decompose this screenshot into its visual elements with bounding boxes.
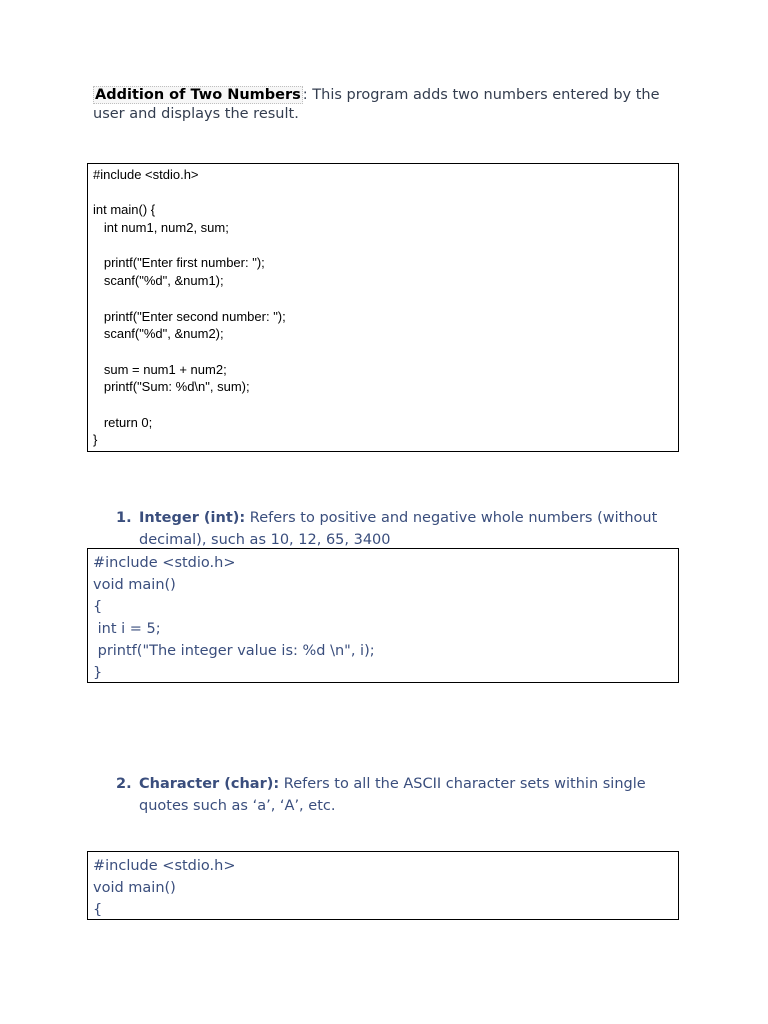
- code-line: printf("Enter first number: ");: [93, 255, 265, 271]
- code-line: printf("Enter second number: ");: [93, 308, 286, 324]
- code-line: void main(): [93, 880, 176, 896]
- code-line: scanf("%d", &num2);: [93, 326, 224, 342]
- intro-paragraph: [93, 86, 683, 124]
- code-line: sum = num1 + num2;: [93, 361, 227, 377]
- code-line: [93, 184, 678, 202]
- code-line: int i = 5;: [93, 621, 161, 637]
- code-line: #include <stdio.h>: [93, 167, 199, 182]
- code-line: int main() {: [93, 202, 156, 218]
- list-number: 2.: [116, 776, 132, 792]
- list-text: Refers to positive and negative whole numbers (without decimal), such as 10, 12, 65, 3400: [139, 510, 658, 548]
- code-block-addition: [87, 163, 679, 452]
- code-line: #include <stdio.h>: [93, 858, 236, 874]
- code-line: [93, 290, 678, 308]
- code-line: {: [93, 902, 103, 918]
- code-line: printf("The integer value is: %d \n", i);: [93, 643, 375, 659]
- code-block-integer: [87, 548, 679, 683]
- intro-title: Addition of Two Numbers: [95, 87, 301, 103]
- code-line: [93, 396, 678, 414]
- list-term: Integer (int):: [139, 510, 246, 526]
- list-item-character: [116, 773, 676, 817]
- list-item-integer: [116, 507, 676, 551]
- code-line: [93, 237, 678, 255]
- intro-text: : This program adds two numbers entered by the user and displays the result.: [93, 87, 660, 122]
- code-line: [93, 343, 678, 361]
- code-line: return 0;: [93, 414, 153, 430]
- code-line: void main(): [93, 577, 176, 593]
- code-line: printf("Sum: %d\n", sum);: [93, 379, 250, 395]
- code-line: #include <stdio.h>: [93, 555, 236, 571]
- code-block-character: [87, 851, 679, 920]
- code-line: scanf("%d", &num1);: [93, 273, 224, 289]
- code-line: }: [93, 665, 103, 681]
- list-number: 1.: [116, 510, 132, 526]
- list-text: Refers to all the ASCII character sets within single quotes such as ‘a’, ‘A’, etc.: [139, 776, 646, 814]
- list-term: Character (char):: [139, 776, 280, 792]
- code-line: {: [93, 599, 103, 615]
- code-line: }: [93, 432, 98, 448]
- code-line: int num1, num2, sum;: [93, 220, 229, 236]
